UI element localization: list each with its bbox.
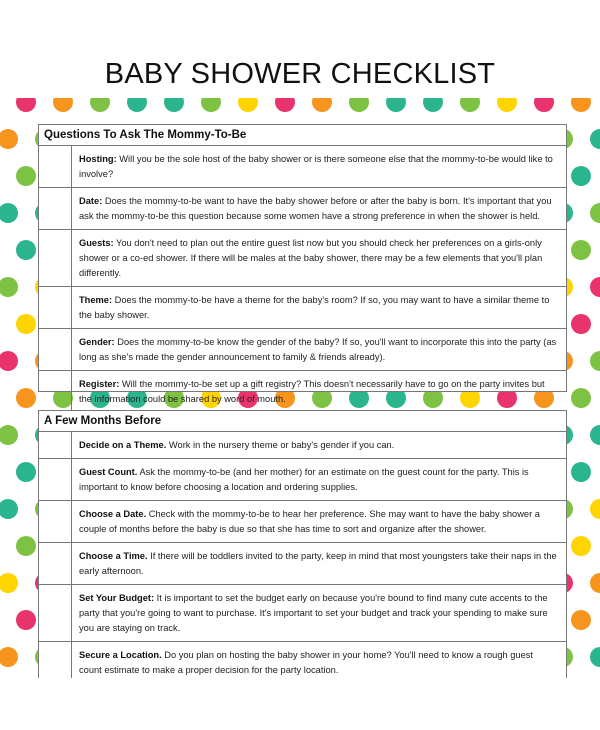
polka-dot	[53, 98, 73, 112]
polka-dot	[238, 98, 258, 112]
polka-dot	[590, 129, 600, 149]
checklist-item-text	[72, 543, 566, 584]
checkbox-cell[interactable]	[39, 459, 72, 500]
checklist-row	[39, 329, 566, 371]
polka-dot	[590, 499, 600, 519]
section-heading: Questions To Ask The Mommy-To-Be	[39, 125, 566, 146]
page-bottom-margin	[0, 678, 600, 730]
item-label: Hosting:	[79, 154, 117, 164]
polka-dot	[590, 425, 600, 445]
polka-dot	[0, 277, 18, 297]
item-description: Do you plan on hosting the baby shower in your home? You'll need to know a rough guest count estimate to make a proper decision for the party location.	[79, 650, 533, 675]
polka-dot	[0, 573, 18, 593]
checkbox-cell[interactable]	[39, 371, 72, 412]
checklist-item-text	[72, 329, 566, 370]
item-label: Guest Count.	[79, 467, 138, 477]
checkbox-cell[interactable]	[39, 146, 72, 187]
polka-dot	[497, 98, 517, 112]
checklist-item-text	[72, 371, 566, 412]
polka-dot	[0, 499, 18, 519]
checklist-row	[39, 501, 566, 543]
item-description: Check with the mommy-to-be to hear her preference. She may want to have the baby shower a couple of months before the baby is due so that she has time to sort and organize after the shower.	[79, 509, 540, 534]
checklist-row	[39, 642, 566, 683]
polka-dot	[201, 98, 221, 112]
polka-dot	[16, 536, 36, 556]
polka-dot	[534, 98, 554, 112]
polka-dot	[590, 351, 600, 371]
polka-dot	[90, 98, 110, 112]
checklist-item-text	[72, 642, 566, 683]
checklist-row	[39, 543, 566, 585]
polka-dot	[571, 536, 591, 556]
section-heading: A Few Months Before	[39, 411, 566, 432]
checklist-item-text	[72, 287, 566, 328]
item-label: Gender:	[79, 337, 115, 347]
checkbox-cell[interactable]	[39, 432, 72, 458]
polka-dot	[590, 573, 600, 593]
item-description: If there will be toddlers invited to the party, keep in mind that most youngsters take their naps in the early afternoon.	[79, 551, 557, 576]
checkbox-cell[interactable]	[39, 642, 72, 683]
item-description: Work in the nursery theme or baby's gender if you can.	[166, 440, 395, 450]
item-description: Will you be the sole host of the baby shower or is there someone else that the mommy-to-be would like to involve?	[79, 154, 553, 179]
checkbox-cell[interactable]	[39, 188, 72, 229]
item-label: Theme:	[79, 295, 113, 305]
polka-dot	[164, 98, 184, 112]
polka-dot	[16, 314, 36, 334]
polka-dot	[0, 425, 18, 445]
polka-dot	[16, 98, 36, 112]
checkbox-cell[interactable]	[39, 230, 72, 286]
polka-dot	[571, 388, 591, 408]
item-label: Guests:	[79, 238, 114, 248]
checkbox-cell[interactable]	[39, 329, 72, 370]
checkbox-cell[interactable]	[39, 287, 72, 328]
checklist-row	[39, 230, 566, 287]
polka-dot	[423, 98, 443, 112]
polka-dot	[386, 98, 406, 112]
checklist-item-text	[72, 501, 566, 542]
polka-dot	[275, 98, 295, 112]
checklist-row	[39, 459, 566, 501]
checklist-row	[39, 287, 566, 329]
polka-dot	[571, 240, 591, 260]
item-label: Choose a Date.	[79, 509, 147, 519]
item-description: Ask the mommy-to-be (and her mother) for an estimate on the guest count for the party. This is important to know before choosing a location and ordering supplies.	[79, 467, 529, 492]
item-description: Does the mommy-to-be want to have the baby shower before or after the baby is born. It's important that you ask the mommy-to-be this question because some women have a strong preference in when the shower is held.	[79, 196, 552, 221]
polka-dot	[590, 203, 600, 223]
questions-checklist-table	[38, 124, 567, 404]
item-label: Secure a Location.	[79, 650, 162, 660]
item-label: Choose a Time.	[79, 551, 148, 561]
checklist-row	[39, 371, 566, 412]
polka-dot	[0, 203, 18, 223]
item-description: You don't need to plan out the entire guest list now but you should check her preferences on a girls-only shower or a co-ed shower. If there will be males at the baby shower, there may be a few elements that you'll plan differently.	[79, 238, 543, 278]
checklist-row	[39, 585, 566, 642]
checklist-row	[39, 188, 566, 230]
polka-dot	[571, 610, 591, 630]
item-label: Register:	[79, 379, 120, 389]
checklist-item-text	[72, 585, 566, 641]
checkbox-cell[interactable]	[39, 543, 72, 584]
item-label: Set Your Budget:	[79, 593, 155, 603]
polka-dot	[312, 98, 332, 112]
polka-dot	[0, 129, 18, 149]
item-label: Date:	[79, 196, 103, 206]
document-title: BABY SHOWER CHECKLIST	[104, 58, 496, 90]
item-description: It is important to set the budget early on because you're bound to find many cute accents to the party that you're going to want to purchase. It's important to set your budget and track your spending to make sure you are staying on track.	[79, 593, 548, 633]
checklist-row	[39, 432, 566, 459]
item-description: Will the mommy-to-be set up a gift registry? This doesn't necessarily have to go on the party invites but the information could be shared by word of mouth.	[79, 379, 545, 404]
item-description: Does the mommy-to-be have a theme for the baby's room? If so, you may want to have a similar theme to the baby shower.	[79, 295, 550, 320]
polka-dot	[571, 462, 591, 482]
polka-dot	[16, 166, 36, 186]
checkbox-cell[interactable]	[39, 501, 72, 542]
checklist-item-text	[72, 459, 566, 500]
polka-dot	[0, 351, 18, 371]
polka-dot	[590, 277, 600, 297]
few-months-before-checklist-table	[38, 410, 567, 679]
checklist-item-text	[72, 146, 566, 187]
item-description: Does the mommy-to-be know the gender of the baby? If so, you'll want to incorporate this into the party (as long as she's made the gender announcement to family & friends already).	[79, 337, 557, 362]
polka-dot	[0, 647, 18, 667]
polka-dot	[16, 462, 36, 482]
polka-dot	[16, 610, 36, 630]
polka-dot	[349, 98, 369, 112]
checklist-item-text	[72, 230, 566, 286]
polka-dot	[571, 98, 591, 112]
polka-dot	[16, 388, 36, 408]
checklist-item-text	[72, 188, 566, 229]
polka-dot	[460, 98, 480, 112]
polka-dot	[127, 98, 147, 112]
checkbox-cell[interactable]	[39, 585, 72, 641]
polka-dot	[590, 647, 600, 667]
checklist-row	[39, 146, 566, 188]
polka-dot	[16, 240, 36, 260]
polka-dot	[571, 314, 591, 334]
polka-dot	[571, 166, 591, 186]
checklist-item-text	[72, 432, 566, 458]
item-label: Decide on a Theme.	[79, 440, 167, 450]
